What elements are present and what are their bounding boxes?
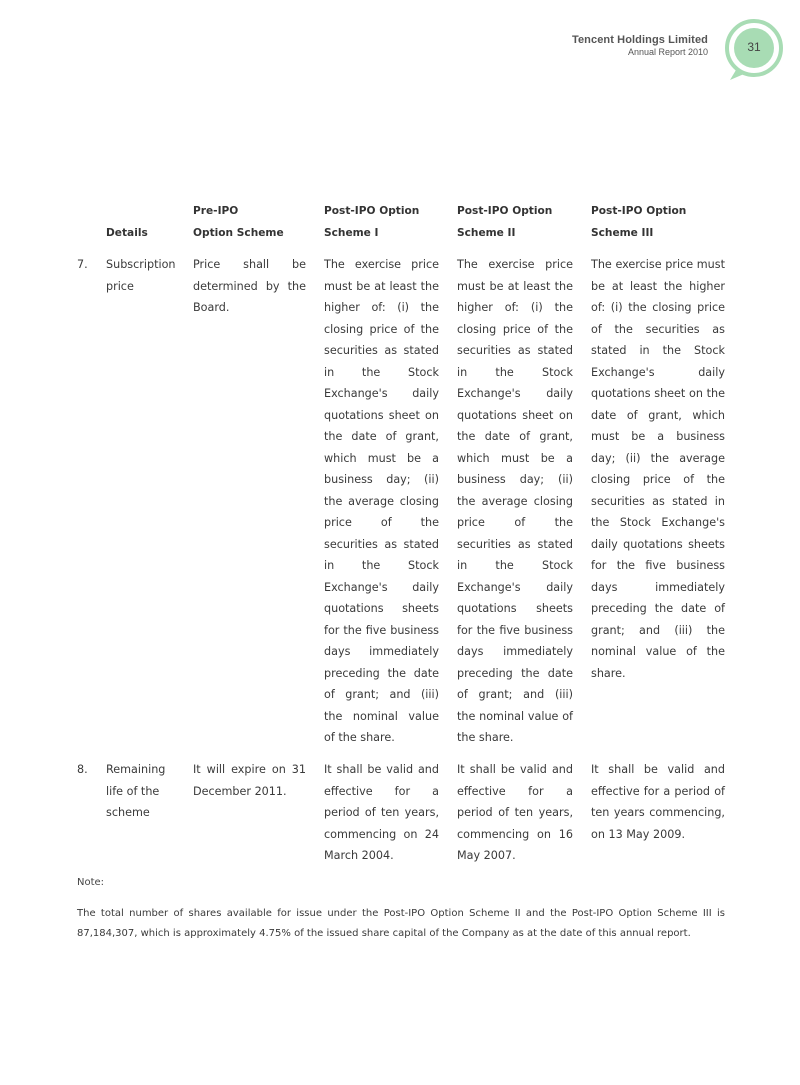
report-title: Annual Report 2010	[627, 47, 708, 57]
note-text: The total number of shares available for issue under the Post-IPO Option Scheme II and the Post-IPO Option Scheme III is 87,184,307, which is approximately 4.75% of the issued share capital of the Company as at the date of this annual report.	[77, 908, 725, 939]
row8-details: Remaining life of the scheme	[106, 763, 166, 819]
row7-post-ipo-3: The exercise price must be at least the higher of: (i) the closing price of the securities as stated in the Stock Exchange's daily quotations sheet on the date of grant, which must be a business day; (ii) the average closing price of the securities as stated in the Stock Exchange's daily quotations sheets for the five business days immediately preceding the date of grant; and (iii) the nominal value of the share.	[591, 258, 725, 680]
header-post-ipo-2-line2: Scheme II	[457, 227, 516, 239]
header-post-ipo-2	[457, 200, 573, 244]
header-pre-ipo	[193, 200, 306, 244]
header-post-ipo-1-line1: Post-IPO Option	[324, 205, 420, 217]
row8-post-ipo-3: It shall be valid and effective for a period of ten years commencing, on 13 May 2009.	[591, 763, 725, 841]
row7-number: 7.	[77, 258, 88, 271]
header-post-ipo-3-line2: Scheme III	[591, 227, 654, 239]
row7-pre-ipo: Price shall be determined by the Board.	[193, 258, 306, 314]
report-header	[572, 34, 708, 57]
row8-number: 8.	[77, 763, 88, 776]
header-pre-ipo-line1: Pre-IPO	[193, 205, 239, 217]
page-number: 31	[747, 40, 761, 54]
note-label: Note:	[77, 877, 105, 888]
header-post-ipo-2-line1: Post-IPO Option	[457, 205, 553, 217]
company-name: Tencent Holdings Limited	[571, 34, 708, 46]
header-post-ipo-1-line2: Scheme I	[324, 227, 379, 239]
row8-post-ipo-2: It shall be valid and effective for a period of ten years, commencing on 16 May 2007.	[457, 763, 573, 862]
header-pre-ipo-line2: Option Scheme	[193, 227, 284, 239]
row7-post-ipo-2: The exercise price must be at least the higher of: (i) the closing price of the securities as stated in the Stock Exchange's daily quotations sheet on the date of grant, which must be a business day; (ii) the average closing price of the securities as stated in the Stock Exchange's daily quotations sheets for the five business days immediately preceding the date of grant; and (iii) the nominal value of the share.	[457, 258, 573, 744]
row8-pre-ipo: It will expire on 31 December 2011.	[193, 763, 306, 798]
header-post-ipo-3-line1: Post-IPO Option	[591, 205, 687, 217]
row7-details: Subscription price	[106, 258, 176, 293]
header-post-ipo-1	[324, 200, 439, 244]
header-details: Details	[106, 227, 148, 239]
row8-post-ipo-1: It shall be valid and effective for a period of ten years, commencing on 24 March 2004.	[324, 763, 439, 862]
header-post-ipo-3	[591, 200, 725, 244]
row7-post-ipo-1: The exercise price must be at least the higher of: (i) the closing price of the securities as stated in the Stock Exchange's daily quotations sheet on the date of grant, which must be a business day; (ii) the average closing price of the securities as stated in the Stock Exchange's daily quotations sheets for the five business days immediately preceding the date of grant; and (iii) the nominal value of the share.	[324, 258, 439, 744]
